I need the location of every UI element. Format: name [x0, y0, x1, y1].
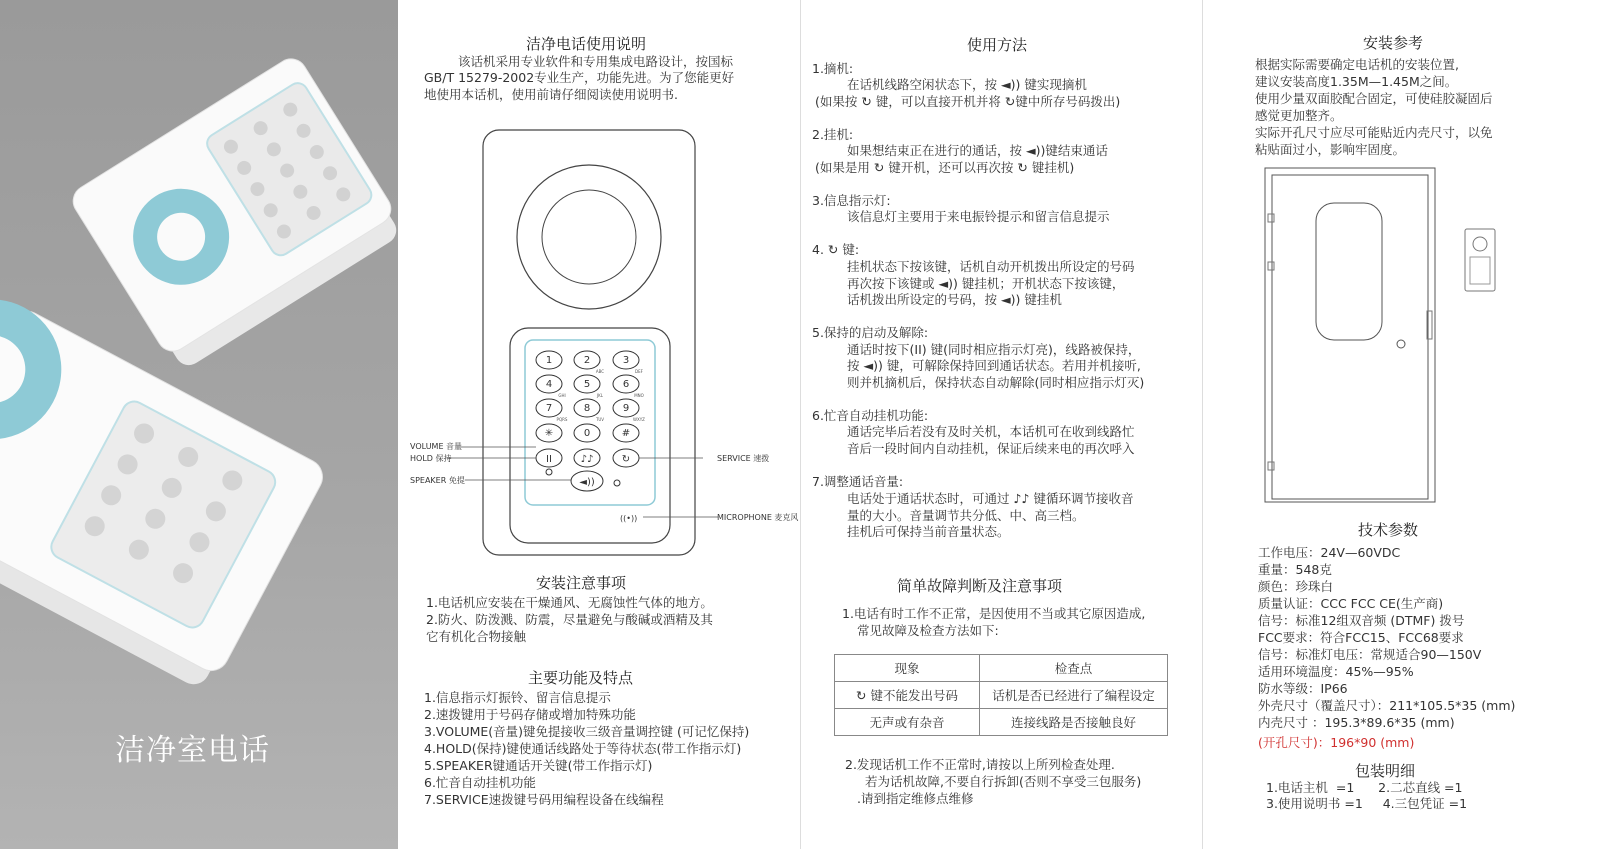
- svg-text:PQRS: PQRS: [556, 417, 568, 422]
- install-ref-5: 实际开孔尺寸应尽可能贴近内壳尺寸，以免: [1255, 125, 1493, 140]
- step-5-text-2: 按 ◄)) 键，可解除保持回到通话状态。若用并机接听,: [847, 358, 1141, 373]
- hold-key: [536, 449, 562, 467]
- step-3: 3.信息指示灯:: [812, 193, 891, 208]
- fault-intro-2: 常见故障及检查方法如下:: [857, 623, 999, 638]
- service-callout: SERVICE 速拨: [717, 454, 770, 463]
- spec-line: 质量认证：CCC FCC CE(生产商): [1258, 596, 1444, 611]
- svg-text:5: 5: [583, 379, 591, 390]
- feature-4: 4.HOLD(保持)键使通话线路处于等待状态(带工作指示灯): [424, 741, 742, 756]
- cover-panel: [0, 0, 398, 849]
- table-cell: 话机是否已经进行了编程设定: [980, 682, 1168, 709]
- fault-outro-2: 若为话机故障,不要自行拆卸(否则不享受三包服务): [865, 774, 1142, 789]
- svg-text:4: 4: [545, 379, 553, 390]
- svg-text:#: #: [621, 428, 631, 439]
- package-line-1: 1.电话主机 =1 2.二芯直线 =1: [1266, 780, 1463, 795]
- step-7-text-1: 电话处于通话状态时，可通过 ♪♪ 键循环调节接收音: [847, 491, 1134, 506]
- step-7-text-2: 量的大小。音量调节共分低、中、高三档。: [847, 508, 1085, 523]
- service-icon: ↻: [1017, 160, 1028, 175]
- step-5-text-3: 则并机摘机后，保持状态自动解除(同时相应指示灯灭): [847, 375, 1145, 390]
- spec-line: 工作电压：24V—60VDC: [1258, 545, 1401, 560]
- svg-text:2: 2: [583, 355, 591, 366]
- instructions-panel: [398, 0, 801, 849]
- table-cell: ↻ 键不能发出号码: [835, 682, 980, 709]
- svg-text:DEF: DEF: [635, 369, 643, 374]
- step-4-text-3: 话机拨出所设定的号码，按 ◄)) 键挂机: [847, 292, 1062, 307]
- fault-intro-1: 1.电话有时工作不正常，是因使用不当或其它原因造成,: [842, 606, 1146, 621]
- usage-title: 使用方法: [967, 36, 1028, 54]
- microphone-callout: MICROPHONE 麦克风: [717, 513, 799, 522]
- keypad: [536, 351, 645, 442]
- volume-key: [574, 449, 600, 467]
- install-ref-2: 建议安装高度1.35M—1.45M之间。: [1255, 74, 1458, 89]
- phone-diagram: [398, 125, 798, 565]
- step-1-text: 在话机线路空闲状态下，按 ◄)) 键实现摘机: [847, 77, 1087, 92]
- spec-line: 重量：548克: [1258, 562, 1332, 577]
- svg-text:0: 0: [583, 428, 591, 439]
- svg-text:◄)): ◄)): [579, 477, 595, 488]
- table-header-row: [835, 655, 1168, 682]
- speaker-key: [571, 471, 603, 491]
- speaker-icon: ◄)): [1001, 292, 1021, 307]
- feature-1: 1.信息指示灯振铃、留言信息提示: [424, 690, 611, 705]
- feature-2: 2.速拨键用于号码存储或增加特殊功能: [424, 707, 636, 722]
- keypad-key: [574, 399, 604, 422]
- keypad-key: [574, 375, 604, 398]
- keypad-key: [613, 424, 639, 442]
- service-icon: ↻: [1004, 94, 1016, 109]
- product-photo: [0, 0, 398, 849]
- service-icon: ↻: [827, 242, 839, 257]
- svg-text:7: 7: [545, 403, 553, 414]
- speaker-icon: ◄)): [1026, 143, 1046, 158]
- intro-line-1: 该话机采用专业软件和专用集成电路设计，按国标: [458, 54, 734, 69]
- feature-5: 5.SPEAKER键通话开关键(带工作指示灯): [424, 758, 653, 773]
- keypad-key: [536, 375, 566, 398]
- step-6: 6.忙音自动挂机功能:: [812, 408, 929, 423]
- svg-text:WXYZ: WXYZ: [633, 417, 645, 422]
- svg-text:1: 1: [545, 355, 553, 366]
- step-5: 5.保持的启动及解除:: [812, 325, 929, 340]
- svg-text:6: 6: [622, 379, 630, 390]
- speaker-icon: ◄)): [1001, 77, 1021, 92]
- table-header: 现象: [835, 655, 980, 682]
- spec-line: 信号：标准12组双音频 (DTMF) 拨号: [1258, 613, 1465, 628]
- speaker-icon: ◄)): [938, 276, 958, 291]
- table-row: [835, 709, 1168, 736]
- service-icon: ↻: [873, 160, 885, 175]
- svg-text:ABC: ABC: [595, 369, 605, 374]
- svg-text:GHI: GHI: [558, 393, 566, 398]
- keypad-key: [613, 375, 644, 398]
- install-ref-3: 使用少量双面胶配合固定，可使硅胶凝固后: [1255, 91, 1493, 106]
- spec-line: FCC要求：符合FCC15、FCC68要求: [1258, 630, 1464, 645]
- usage-panel: [801, 0, 1203, 849]
- spec-line: 外壳尺寸（覆盖尺寸）：211*105.5*35 (mm): [1258, 698, 1516, 713]
- install-ref-6: 粘贴面过小，影响牢固度。: [1255, 142, 1406, 157]
- svg-text:9: 9: [622, 403, 630, 414]
- install-note-2: 2.防火、防泼溅、防震，尽量避免与酸碱或酒精及其: [426, 612, 713, 627]
- fault-outro-3: .请到指定维修点维修: [857, 791, 974, 806]
- table-header: 检查点: [980, 655, 1168, 682]
- intro-line-2: GB/T 15279-2002专业生产，功能先进。为了您能更好: [424, 70, 735, 85]
- svg-text:↻: ↻: [621, 454, 631, 465]
- spec-panel: [1203, 0, 1600, 849]
- svg-text:✳: ✳: [544, 428, 554, 439]
- feature-3: 3.VOLUME(音量)键免提接收三级音量调控键 (可记忆保持): [424, 724, 750, 739]
- step-2-note: (如果是用 ↻ 键开机，还可以再次按 ↻ 键挂机): [815, 160, 1075, 175]
- keypad-key: [574, 424, 600, 442]
- volume-callout: VOLUME 音量: [410, 442, 463, 451]
- fault-title: 简单故障判断及注意事项: [897, 577, 1063, 595]
- step-2: 2.挂机:: [812, 127, 854, 142]
- svg-text:3: 3: [622, 355, 630, 366]
- step-3-text: 该信息灯主要用于来电振铃提示和留言信息提示: [847, 209, 1110, 224]
- service-icon: ↻: [861, 94, 872, 109]
- hold-callout: HOLD 保持: [410, 454, 452, 463]
- step-4-text-1: 挂机状态下按该键，话机自动开机拨出所设定的号码: [847, 259, 1135, 274]
- svg-text:8: 8: [583, 403, 591, 414]
- manual-title: 洁净电话使用说明: [526, 35, 647, 53]
- features-title: 主要功能及特点: [528, 669, 634, 687]
- step-7: 7.调整通话音量:: [812, 474, 904, 489]
- install-ref-4: 感觉更加整齐。: [1255, 108, 1343, 123]
- fault-outro-1: 2.发现话机工作不正常时,请按以上所列检查处理.: [845, 757, 1115, 772]
- package-line-2: 3.使用说明书 =1 4.三包凭证 =1: [1266, 796, 1468, 811]
- table-row: [835, 682, 1168, 709]
- step-2-text: 如果想结束正在进行的通话，按 ◄))键结束通话: [847, 143, 1108, 158]
- spec-line: 适用环境温度：45%—95%: [1258, 664, 1414, 679]
- cutout-size: (开孔尺寸)：196*90 (mm): [1258, 735, 1415, 750]
- step-5-text-1: 通话时按下(II) 键(同时相应指示灯亮)，线路被保持，: [847, 342, 1141, 357]
- step-1-note: (如果按 ↻ 键，可以直接开机并将 ↻键中所存号码拨出): [815, 94, 1121, 109]
- table-cell: 连接线路是否接触良好: [980, 709, 1168, 736]
- door-diagram: [1263, 166, 1523, 506]
- hold-icon: (II): [909, 342, 927, 357]
- keypad-key: [574, 351, 604, 374]
- speaker-icon: ◄)): [863, 358, 883, 373]
- feature-6: 6.忙音自动挂机功能: [424, 775, 536, 790]
- volume-icon: ♪♪: [1013, 491, 1030, 506]
- intro-line-3: 地使用本话机，使用前请仔细阅读使用说明书.: [424, 87, 678, 102]
- service-key: [613, 449, 639, 467]
- package-title: 包装明细: [1355, 762, 1416, 780]
- service-icon: ↻: [856, 688, 871, 703]
- fault-table: [834, 654, 1168, 736]
- keypad-key: [613, 351, 644, 374]
- phone-top: [67, 53, 398, 374]
- speaker-callout: SPEAKER 免提: [410, 476, 465, 485]
- svg-text:♪♪: ♪♪: [580, 454, 594, 465]
- microphone-icon: ((•)): [620, 514, 638, 523]
- step-4: 4. ↻ 键:: [812, 242, 860, 257]
- cover-title: 洁净室电话: [115, 733, 270, 768]
- feature-7: 7.SERVICE速拨键号码用编程设备在线编程: [424, 792, 664, 807]
- step-1: 1.摘机:: [812, 61, 854, 76]
- spec-line: 信号：标准灯电压：常规适合90—150V: [1258, 647, 1482, 662]
- svg-text:TUV: TUV: [595, 417, 605, 422]
- step-6-text-1: 通话完毕后若没有及时关机，本话机可在收到线路忙: [847, 424, 1135, 439]
- install-note-1: 1.电话机应安装在干燥通风、无腐蚀性气体的地方。: [426, 595, 713, 610]
- svg-text:JKL: JKL: [596, 393, 604, 398]
- install-ref-1: 根据实际需要确定电话机的安装位置,: [1255, 57, 1459, 72]
- keypad-key: [613, 399, 645, 422]
- install-notes-title: 安装注意事项: [536, 574, 627, 592]
- keypad-key: [536, 399, 568, 422]
- keypad-key: [536, 351, 562, 369]
- svg-text:II: II: [546, 454, 552, 465]
- spec-line: 防水等级：IP66: [1258, 681, 1348, 696]
- svg-text:MNO: MNO: [634, 393, 644, 398]
- spec-line: 内壳尺寸 ：195.3*89.6*35 (mm): [1258, 715, 1455, 730]
- step-4-text-2: 再次按下该键或 ◄)) 键挂机；开机状态下按该键，: [847, 276, 1125, 291]
- keypad-key: [536, 424, 562, 442]
- spec-line: 颜色：珍珠白: [1258, 579, 1334, 594]
- install-note-3: 它有机化合物接触: [426, 629, 527, 644]
- step-6-text-2: 音后一段时间内自动挂机，保证后续来电的再次呼入: [847, 441, 1135, 456]
- table-cell: 无声或有杂音: [835, 709, 980, 736]
- step-7-text-3: 挂机后可保持当前音量状态。: [847, 524, 1010, 539]
- spec-title: 技术参数: [1358, 521, 1419, 539]
- install-ref-title: 安装参考: [1363, 34, 1424, 52]
